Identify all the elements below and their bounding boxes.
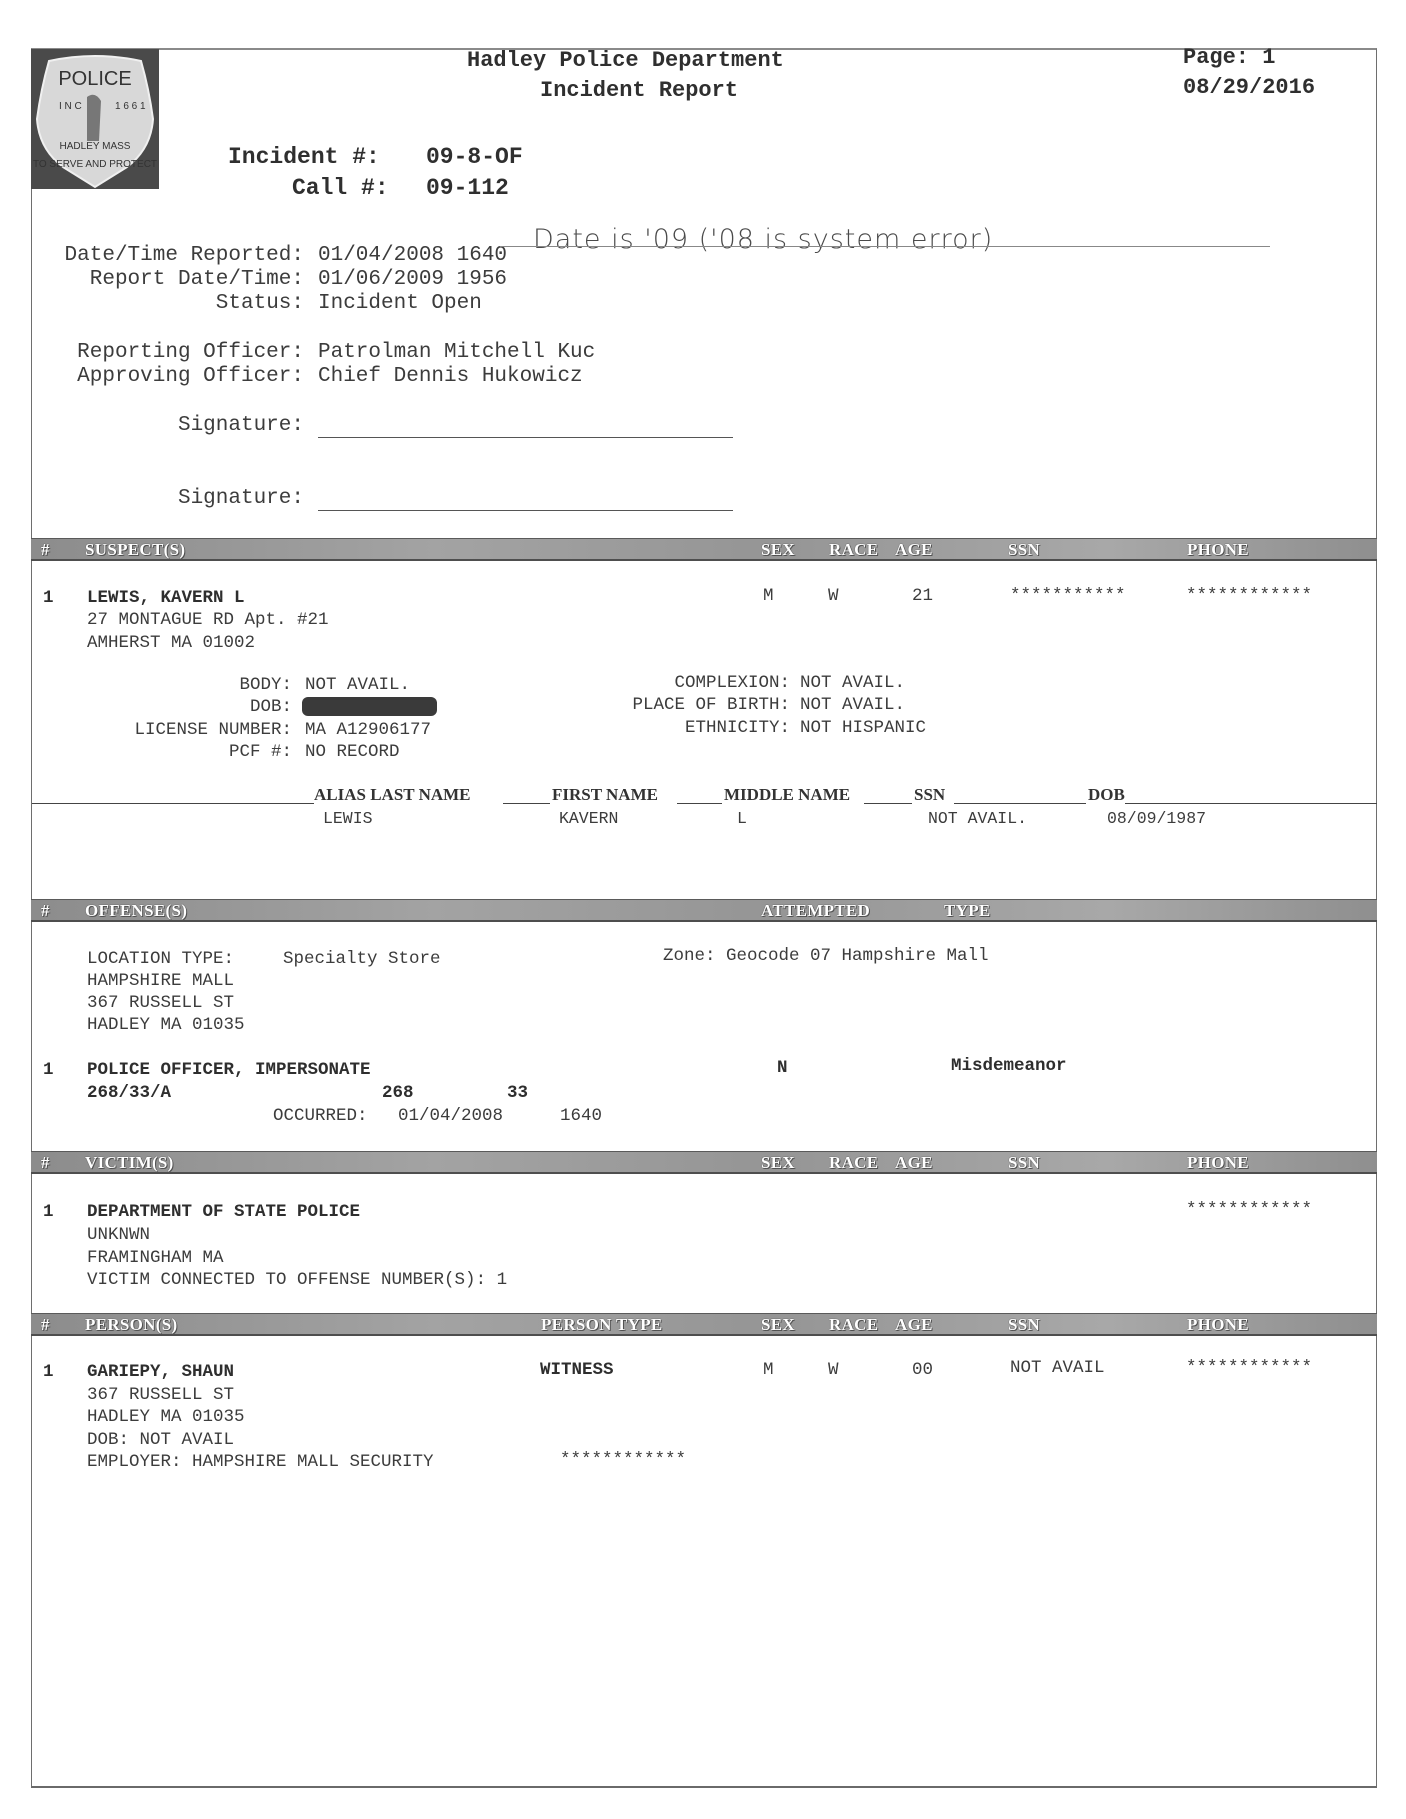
sex-column-header: SEX bbox=[761, 1315, 795, 1334]
report-title: Incident Report bbox=[540, 78, 739, 103]
person-age: 00 bbox=[912, 1360, 934, 1380]
suspect-address-line1: 27 MONTAGUE RD Apt. #21 bbox=[87, 610, 329, 630]
alias-ssn-header: SSN bbox=[914, 785, 946, 804]
offense-chapter: 268 bbox=[382, 1083, 414, 1103]
victim-address-line2: FRAMINGHAM MA bbox=[87, 1248, 224, 1268]
suspect-phone: ************ bbox=[1186, 586, 1313, 606]
call-number-label: Call #: bbox=[292, 175, 389, 201]
location-type-label: LOCATION TYPE: bbox=[87, 949, 235, 969]
victim-phone: ************ bbox=[1186, 1200, 1313, 1220]
handwritten-note: Date is '09 ('08 is system error) bbox=[533, 224, 994, 255]
person-employer: EMPLOYER: HAMPSHIRE MALL SECURITY bbox=[87, 1452, 434, 1472]
date-time-reported: 01/04/2008 1640 bbox=[318, 244, 508, 267]
alias-rule bbox=[864, 803, 912, 804]
approving-officer: Chief Dennis Hukowicz bbox=[318, 365, 583, 388]
age-column-header: AGE bbox=[895, 1153, 933, 1172]
age-column-header: AGE bbox=[895, 540, 933, 559]
svg-text:HADLEY MASS: HADLEY MASS bbox=[59, 141, 131, 152]
place-of-birth-label: PLACE OF BIRTH: bbox=[632, 695, 790, 715]
alias-rule bbox=[503, 803, 550, 804]
person-name: GARIEPY, SHAUN bbox=[87, 1362, 235, 1382]
occurred-time: 1640 bbox=[560, 1106, 603, 1126]
report-date-time: 01/06/2009 1956 bbox=[318, 268, 508, 291]
print-date: 08/29/2016 bbox=[1183, 75, 1316, 100]
suspect-name: LEWIS, KAVERN L bbox=[87, 588, 245, 608]
license-value: MA A12906177 bbox=[305, 720, 432, 740]
offenses-section-header bbox=[31, 899, 1377, 922]
ssn-column-header: SSN bbox=[1008, 1153, 1041, 1172]
offense-type: Misdemeanor bbox=[951, 1056, 1067, 1076]
persons-title: PERSON(S) bbox=[85, 1315, 178, 1334]
victims-section-header bbox=[31, 1151, 1377, 1174]
person-address-line1: 367 RUSSELL ST bbox=[87, 1385, 235, 1405]
suspects-title: SUSPECT(S) bbox=[85, 540, 186, 559]
alias-rule-left bbox=[32, 803, 314, 804]
location-line: HADLEY MA 01035 bbox=[87, 1015, 245, 1035]
alias-last-name-header: ALIAS LAST NAME bbox=[314, 785, 471, 804]
sex-column-header: SEX bbox=[761, 540, 795, 559]
complexion-label: COMPLEXION: bbox=[674, 673, 790, 693]
zone-value: Zone: Geocode 07 Hampshire Mall bbox=[663, 946, 989, 966]
sex-column-header: SEX bbox=[761, 1153, 795, 1172]
call-number: 09-112 bbox=[426, 175, 509, 201]
person-dob: DOB: NOT AVAIL bbox=[87, 1430, 235, 1450]
handwritten-strike-line bbox=[500, 246, 1270, 247]
suspect-address-line2: AMHERST MA 01002 bbox=[87, 633, 256, 653]
dob-label: DOB: bbox=[249, 697, 292, 717]
phone-column-header: PHONE bbox=[1187, 1153, 1249, 1172]
offense-number: 1 bbox=[43, 1060, 54, 1080]
occurred-label: OCCURRED: bbox=[273, 1106, 368, 1126]
person-race: W bbox=[828, 1360, 839, 1380]
department-title: Hadley Police Department bbox=[467, 48, 784, 73]
suspect-number: 1 bbox=[43, 588, 54, 608]
ethnicity-value: NOT HISPANIC bbox=[800, 718, 927, 738]
license-label: LICENSE NUMBER: bbox=[134, 720, 292, 740]
date-time-reported-label: Date/Time Reported: bbox=[64, 244, 304, 267]
approving-officer-label: Approving Officer: bbox=[77, 365, 304, 388]
alias-dob: 08/09/1987 bbox=[1107, 809, 1207, 828]
phone-column-header: PHONE bbox=[1187, 540, 1249, 559]
suspects-section-header bbox=[31, 538, 1377, 561]
hash-column-header: # bbox=[41, 901, 50, 920]
signature-label-2: Signature: bbox=[177, 487, 304, 510]
phone-column-header: PHONE bbox=[1187, 1315, 1249, 1334]
status-label: Status: bbox=[215, 292, 304, 315]
ethnicity-label: ETHNICITY: bbox=[684, 718, 790, 738]
hash-column-header: # bbox=[41, 1315, 50, 1334]
victim-address-line1: UNKNWN bbox=[87, 1225, 151, 1245]
location-line: HAMPSHIRE MALL bbox=[87, 971, 235, 991]
age-column-header: AGE bbox=[895, 1315, 933, 1334]
suspect-race: W bbox=[828, 586, 839, 606]
victim-connected-offenses: VICTIM CONNECTED TO OFFENSE NUMBER(S): 1 bbox=[87, 1270, 508, 1290]
suspect-ssn: *********** bbox=[1010, 586, 1126, 606]
incident-number: 09-8-OF bbox=[426, 144, 523, 170]
signature-line-1[interactable] bbox=[318, 437, 733, 438]
reporting-officer: Patrolman Mitchell Kuc bbox=[318, 341, 596, 364]
person-type: WITNESS bbox=[540, 1360, 614, 1380]
person-address-line2: HADLEY MA 01035 bbox=[87, 1407, 245, 1427]
hash-column-header: # bbox=[41, 1153, 50, 1172]
police-badge-logo bbox=[31, 49, 159, 189]
pcf-label: PCF #: bbox=[228, 742, 292, 762]
occurred-date: 01/04/2008 bbox=[398, 1106, 504, 1126]
person-ssn: NOT AVAIL bbox=[1010, 1358, 1105, 1378]
ssn-column-header: SSN bbox=[1008, 1315, 1041, 1334]
alias-ssn: NOT AVAIL. bbox=[928, 809, 1028, 828]
type-column-header: TYPE bbox=[944, 901, 991, 920]
alias-first-name: KAVERN bbox=[559, 809, 619, 828]
report-date-time-label: Report Date/Time: bbox=[89, 268, 304, 291]
alias-rule bbox=[1125, 803, 1377, 804]
offense-description: POLICE OFFICER, IMPERSONATE bbox=[87, 1060, 371, 1080]
suspect-age: 21 bbox=[912, 586, 934, 606]
offenses-title: OFFENSE(S) bbox=[85, 901, 188, 920]
svg-text:I N C: I N C bbox=[59, 101, 82, 112]
badge-icon bbox=[31, 49, 159, 189]
signature-line-2[interactable] bbox=[318, 510, 733, 511]
place-of-birth-value: NOT AVAIL. bbox=[800, 695, 906, 715]
complexion-value: NOT AVAIL. bbox=[800, 673, 906, 693]
race-column-header: RACE bbox=[829, 1153, 879, 1172]
body-label: BODY: bbox=[239, 675, 292, 695]
race-column-header: RACE bbox=[829, 1315, 879, 1334]
alias-middle-name-header: MIDDLE NAME bbox=[724, 785, 851, 804]
incident-number-label: Incident #: bbox=[228, 144, 380, 170]
hash-column-header: # bbox=[41, 540, 50, 559]
location-type-value: Specialty Store bbox=[283, 949, 441, 969]
alias-last-name: LEWIS bbox=[323, 809, 373, 828]
svg-text:1 6 6 1: 1 6 6 1 bbox=[115, 101, 146, 112]
race-column-header: RACE bbox=[829, 540, 879, 559]
alias-middle-name: L bbox=[737, 809, 747, 828]
alias-rule bbox=[677, 803, 722, 804]
svg-text:POLICE: POLICE bbox=[58, 68, 132, 90]
alias-rule bbox=[954, 803, 1086, 804]
person-employer-phone: ************ bbox=[560, 1450, 687, 1470]
alias-dob-header: DOB bbox=[1088, 785, 1125, 804]
body-value: NOT AVAIL. bbox=[305, 675, 411, 695]
persons-section-header bbox=[31, 1313, 1377, 1336]
offense-code: 268/33/A bbox=[87, 1083, 172, 1103]
status-value: Incident Open bbox=[318, 292, 482, 315]
location-line: 367 RUSSELL ST bbox=[87, 993, 235, 1013]
victims-title: VICTIM(S) bbox=[85, 1153, 174, 1172]
reporting-officer-label: Reporting Officer: bbox=[77, 341, 304, 364]
suspect-sex: M bbox=[763, 586, 774, 606]
offense-attempted: N bbox=[777, 1058, 788, 1078]
offense-section: 33 bbox=[507, 1083, 529, 1103]
person-number: 1 bbox=[43, 1362, 54, 1382]
victim-number: 1 bbox=[43, 1202, 54, 1222]
person-sex: M bbox=[763, 1360, 774, 1380]
person-type-column-header: PERSON TYPE bbox=[541, 1315, 663, 1334]
svg-text:TO SERVE AND PROTECT: TO SERVE AND PROTECT bbox=[32, 159, 158, 170]
dob-redaction bbox=[302, 697, 437, 716]
person-phone: ************ bbox=[1186, 1358, 1313, 1378]
attempted-column-header: ATTEMPTED bbox=[761, 901, 871, 920]
signature-label-1: Signature: bbox=[177, 414, 304, 437]
pcf-value: NO RECORD bbox=[305, 742, 400, 762]
alias-first-name-header: FIRST NAME bbox=[552, 785, 658, 804]
victim-name: DEPARTMENT OF STATE POLICE bbox=[87, 1202, 361, 1222]
page-number: Page: 1 bbox=[1183, 45, 1276, 70]
ssn-column-header: SSN bbox=[1008, 540, 1041, 559]
